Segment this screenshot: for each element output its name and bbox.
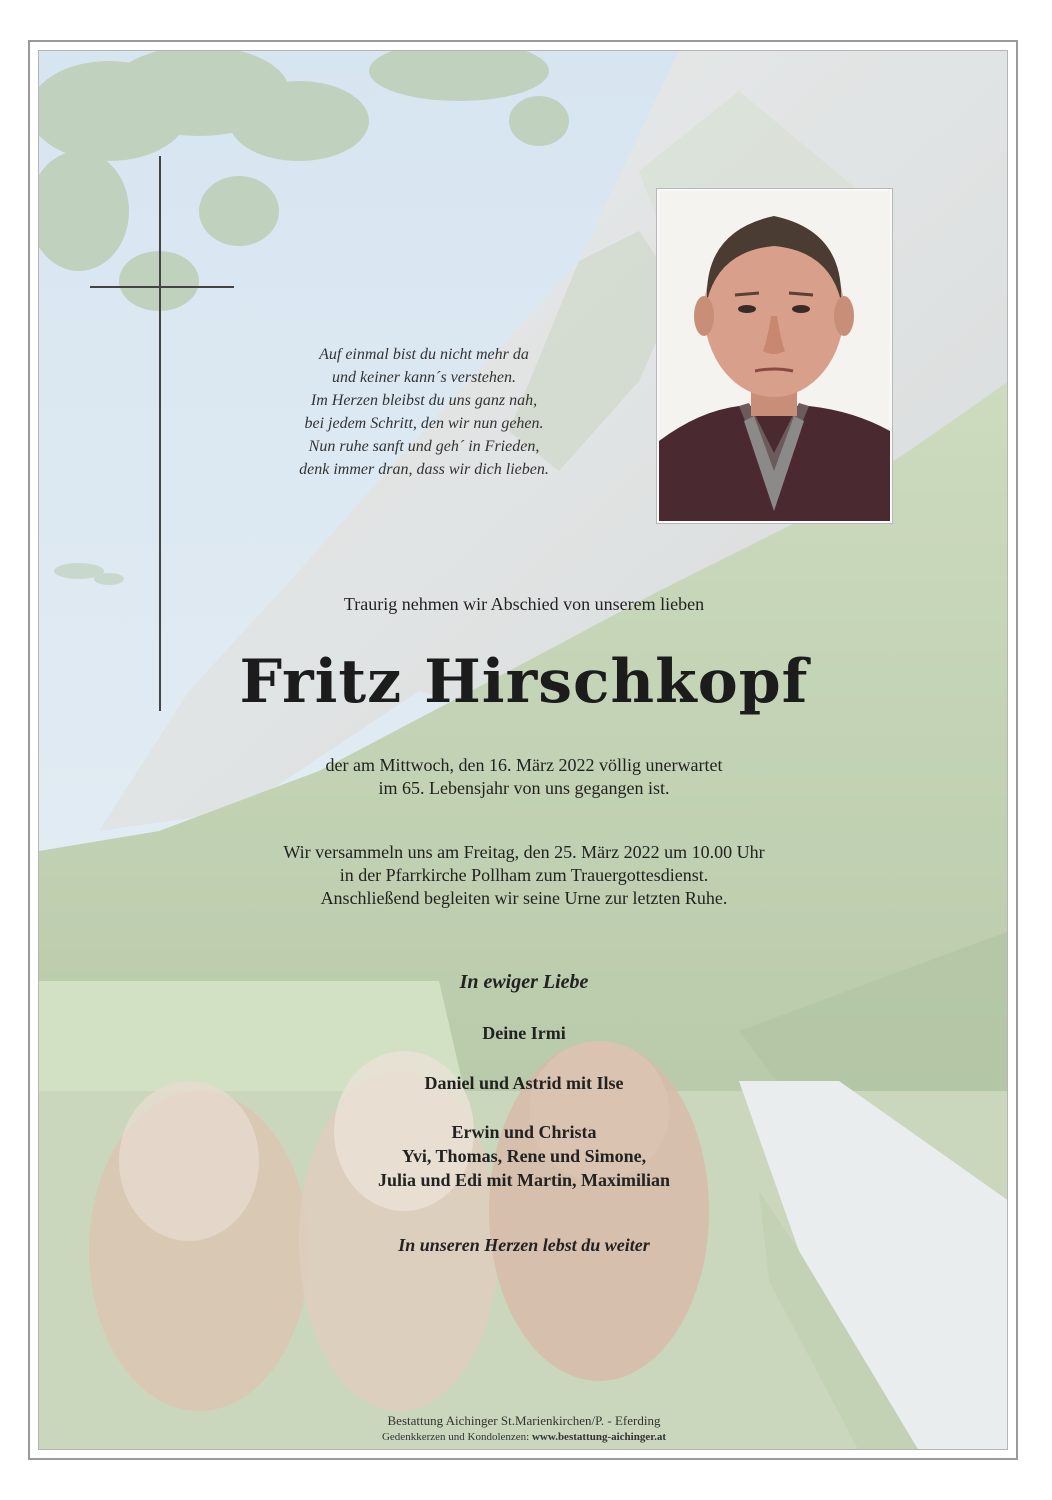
footer-condolences-label: Gedenkkerzen und Kondolenzen: [381,1431,532,1443]
deceased-name: Fritz Hirschkopf [239,647,809,717]
poem-line: denk immer dran, dass wir dich lieben. [299,461,549,478]
death-notice [39,754,1008,800]
cross-vertical-bar [159,156,161,711]
family-group-1 [39,1021,1008,1045]
family-line: Deine Irmi [482,1023,566,1043]
family-group-3 [39,1120,1008,1192]
service-line: Wir versammeln uns am Freitag, den 25. März 2022 um 10.00 Uhr [283,842,765,862]
poem-line: bei jedem Schritt, den wir nun gehen. [304,415,544,432]
footer [39,1413,1008,1445]
family-line: Julia und Edi mit Martin, Maximilian [377,1170,671,1190]
death-notice-line: der am Mittwoch, den 16. März 2022 völlig unerwartet [325,755,723,775]
poem-line: und keiner kann´s verstehen. [332,369,516,386]
closing-phrase-2: In unseren Herzen lebst du weiter [398,1235,650,1255]
closing-phrase: In ewiger Liebe [459,971,589,993]
service-line: in der Pfarrkirche Pollham zum Trauergottesdienst. [339,865,709,885]
memorial-poem [239,343,609,481]
service-details [39,841,1008,910]
poem-line: Auf einmal bist du nicht mehr da [319,346,529,363]
intro-text: Traurig nehmen wir Abschied von unserem lieben [343,594,705,614]
portrait-photo [659,191,890,521]
poem-line: Im Herzen bleibst du uns ganz nah, [310,392,538,409]
death-notice-line: im 65. Lebensjahr von uns gegangen ist. [378,778,670,798]
poem-line: Nun ruhe sanft und geh´ in Frieden, [308,438,540,455]
obituary-card [38,50,1008,1450]
footer-website-link[interactable]: www.bestattung-aichinger.at [531,1431,667,1443]
portrait-photo-frame [656,188,893,524]
footer-condolences [39,1429,1008,1445]
family-line: Erwin und Christa [451,1122,597,1142]
family-group-2 [39,1071,1008,1095]
service-line: Anschließend begleiten wir seine Urne zur letzten Ruhe. [320,888,728,908]
footer-funeral-home: Bestattung Aichinger St.Marienkirchen/P. - Eferding [387,1413,661,1428]
family-line: Yvi, Thomas, Rene und Simone, [401,1146,647,1166]
cross-horizontal-bar [90,286,234,288]
family-line: Daniel und Astrid mit Ilse [424,1073,624,1093]
